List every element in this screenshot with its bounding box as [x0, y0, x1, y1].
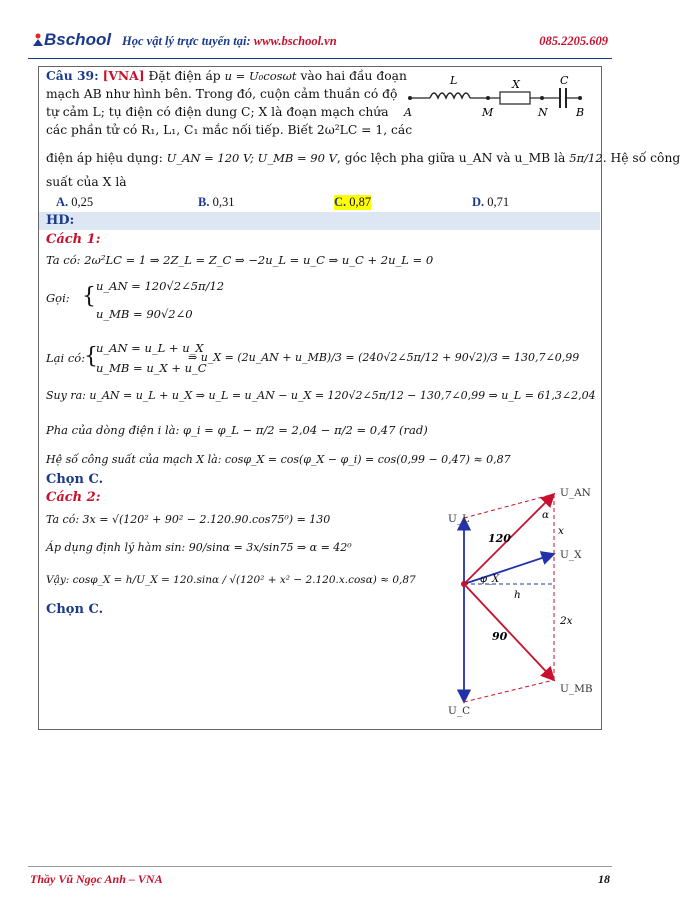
question-number: Câu 39:: [46, 68, 99, 83]
footer-divider: [28, 866, 612, 867]
question-line-6: suất của X là: [46, 175, 127, 189]
c1-sys-2: u_MB = u_X + u_C: [96, 361, 207, 375]
answer-a[interactable]: [56, 195, 93, 210]
line-label: Vậy:: [46, 574, 70, 586]
line-label: Ta có:: [46, 253, 81, 267]
label-90: 90: [492, 630, 508, 643]
label-h: h: [514, 589, 521, 601]
hd-heading: HD:: [46, 213, 75, 228]
x-box: [500, 92, 530, 104]
answer-label: B.: [198, 195, 210, 209]
equation: 2ω²LC = 1 ⇒ 2Z_L = Z_C ⇒ −2u_L = u_C ⇒ u_C + 2u_L = 0: [84, 253, 434, 267]
question-line-2: mạch AB như hình bên. Trong đó, cuộn cảm thuần có độ: [46, 87, 398, 101]
site-banner: [122, 34, 337, 49]
chon-2: Chọn C.: [46, 602, 104, 617]
label-phi: φ_X: [480, 574, 500, 585]
vector-diagram: [436, 480, 596, 720]
circuit-diagram: [400, 70, 590, 120]
question-line-1: [46, 68, 407, 84]
c1-ux: ⇒ u_X = (2u_AN + u_MB)/3 = (240√2∠5π/12 + 90√2)/3 = 130,7∠0,99: [188, 351, 580, 364]
label-L: L: [450, 74, 458, 87]
c1-hs: [46, 452, 511, 468]
question-text: , góc lệch pha giữa u_AN và u_MB là: [336, 151, 566, 165]
equation: φ_i = φ_L − π/2 = 2,04 − π/2 = 0,47 (rad): [183, 423, 428, 437]
c2-line-2: [46, 540, 352, 556]
answer-b[interactable]: [198, 195, 234, 210]
c2-line-1: [46, 512, 330, 528]
dashed-line: [464, 494, 554, 518]
voltage-values: U_AN = 120 V; U_MB = 90 V: [166, 151, 337, 165]
c1-uan: u_AN = 120√2∠5π/12: [96, 279, 225, 293]
bschool-logo: [32, 30, 111, 50]
equation: 90/sinα = 3x/sin75 ⇒ α = 42⁰: [188, 541, 352, 554]
equation: cosφ_X = cos(φ_X − φ_i) = cos(0,99 − 0,47) ≈ 0,87: [224, 453, 511, 466]
answer-c[interactable]: [334, 195, 371, 210]
ux-vector: [464, 554, 554, 584]
c1-sys-1: u_AN = u_L + u_X: [96, 341, 204, 355]
umb-vector: [464, 584, 554, 680]
label-uan: U_AN: [560, 487, 591, 499]
c1-suyra: [46, 388, 596, 404]
label-x: x: [558, 525, 564, 537]
line-label: Hệ số công suất của mạch X là:: [46, 453, 222, 466]
hd-bar: [39, 212, 600, 230]
equation: u_AN = u_L + u_X ⇒ u_L = u_AN − u_X = 120√2∠5π/12 − 130,7∠0,99 ⇒ u_L = 61,3∠2,04: [89, 389, 596, 402]
line-label: Ta có:: [46, 513, 80, 526]
phase-angle: 5π/12: [569, 151, 603, 165]
site-url[interactable]: www.bschool.vn: [253, 34, 337, 48]
question-line-3: tự cảm L; tụ điện có điện dung C; X là đoạn mạch chứa: [46, 105, 389, 119]
answer-label: A.: [56, 195, 69, 209]
header-divider: [28, 58, 612, 59]
question-text: . Hệ số công: [602, 151, 680, 165]
question-line-4: các phần tử có R₁, L₁, C₁ mắc nối tiếp. Biết 2ω²LC = 1, các: [46, 123, 413, 137]
label-X: X: [512, 78, 520, 91]
method-2-heading: Cách 2:: [46, 490, 101, 505]
label-C: C: [560, 74, 569, 87]
chon-1: Chọn C.: [46, 472, 104, 487]
c1-umb: u_MB = 90√2∠0: [96, 307, 193, 321]
equation: cosφ_X = h/U_X = 120.sinα / √(120² + x² − 2.120.x.cosα) ≈ 0,87: [72, 574, 416, 586]
equation: 3x = √(120² + 90² − 2.120.90.cos75⁰) = 130: [82, 513, 331, 526]
question-text: vào hai đầu đoạn: [300, 69, 407, 83]
formula-u: u = U₀cosωt: [224, 69, 297, 83]
c1-laico-label: Lại có:: [46, 351, 86, 365]
line-label: Áp dụng định lý hàm sin:: [46, 541, 186, 554]
c1-line-1: [46, 252, 433, 268]
dashed-line: [464, 680, 554, 702]
label-A: A: [404, 106, 412, 119]
c2-line-3: [46, 572, 416, 588]
logo-text: Bschool: [44, 30, 112, 49]
answer-value: 0,25: [71, 195, 94, 209]
label-umb: U_MB: [560, 683, 593, 695]
label-alpha: α: [542, 509, 550, 521]
question-line-5: [46, 150, 680, 166]
c1-pha: [46, 422, 428, 438]
logo-figure-icon: [32, 33, 44, 47]
brace: {: [82, 284, 96, 309]
answer-d[interactable]: [472, 195, 509, 210]
c1-goi-label: Gọi:: [46, 291, 70, 305]
label-ux: U_X: [560, 549, 582, 561]
label-B: B: [576, 106, 585, 119]
answer-value: 0,31: [212, 195, 235, 209]
phone-number: 085.2205.609: [539, 34, 608, 48]
inductor-coil: [430, 93, 470, 98]
label-N: N: [538, 106, 548, 119]
question-text: điện áp hiệu dụng:: [46, 151, 163, 165]
method-1-heading: Cách 1:: [46, 232, 101, 247]
footer-author: Thầy Vũ Ngọc Anh – VNA: [30, 872, 163, 886]
label-ul: U_L: [448, 513, 470, 525]
site-label: Học vật lý trực tuyến tại:: [122, 34, 251, 48]
question-tag: [VNA]: [102, 68, 145, 83]
label-uc: U_C: [448, 705, 471, 717]
page-header: [28, 28, 612, 58]
page-number: 18: [598, 872, 610, 886]
label-M: M: [482, 106, 494, 119]
answer-label: C.: [334, 195, 347, 209]
answer-label: D.: [472, 195, 485, 209]
line-label: Pha của dòng điện i là:: [46, 423, 180, 437]
answer-value: 0,71: [487, 195, 510, 209]
label-120: 120: [488, 532, 511, 545]
label-2x: 2x: [560, 615, 573, 627]
brace: {: [84, 344, 98, 369]
question-text: Đặt điện áp: [148, 69, 221, 83]
answer-value: 0,87: [349, 195, 372, 209]
line-label: Suy ra:: [46, 389, 86, 402]
